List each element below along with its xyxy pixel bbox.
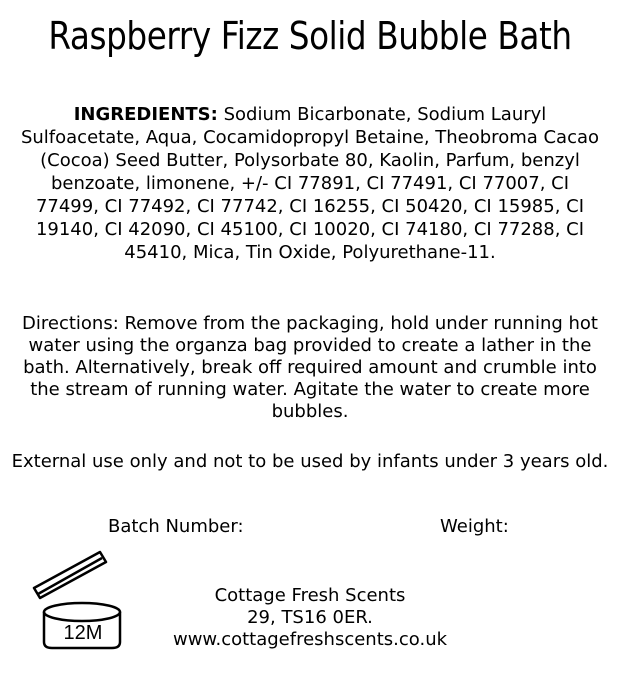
pao-period-label: 12M (63, 622, 103, 644)
warning-text: External use only and not to be used by infants under 3 years old. (11, 451, 609, 472)
company-website: www.cottagefreshscents.co.uk (172, 629, 448, 650)
product-title: Raspberry Fizz Solid Bubble Bath (48, 14, 572, 58)
ingredients-heading: INGREDIENTS: (73, 104, 218, 125)
company-name: Cottage Fresh Scents (214, 585, 406, 606)
weight-label: Weight: (440, 516, 509, 537)
company-address: 29, TS16 0ER. (247, 607, 373, 628)
ingredients-text: Sodium Bicarbonate, Sodium Lauryl Sulfoacetate, Aqua, Cocamidopropyl Betaine, Theobroma Cacao (Cocoa) Seed Butter, Polysorbate 80, Kaolin, Parfum, benzyl benzoate, limonene, +/- CI 77891, CI 77491, CI 77007, CI 77499, CI 77492, CI 77742, CI 16255, CI 50420, CI 15985, CI 19140, CI 42090, CI 45100, CI 10020, CI 74180, CI 77288, CI 45410, Mica, Tin Oxide, Polyurethane-11. (20, 104, 600, 263)
ingredients-block (18, 103, 602, 264)
directions-text: Directions: Remove from the packaging, hold under running hot water using the organza bag provided to create a lather in the bath. Alternatively, break off required amount and crumble into the stream of running water. Agitate the water to create more bubbles. (22, 313, 598, 422)
batch-number-label: Batch Number: (108, 516, 244, 537)
company-block (130, 585, 490, 651)
